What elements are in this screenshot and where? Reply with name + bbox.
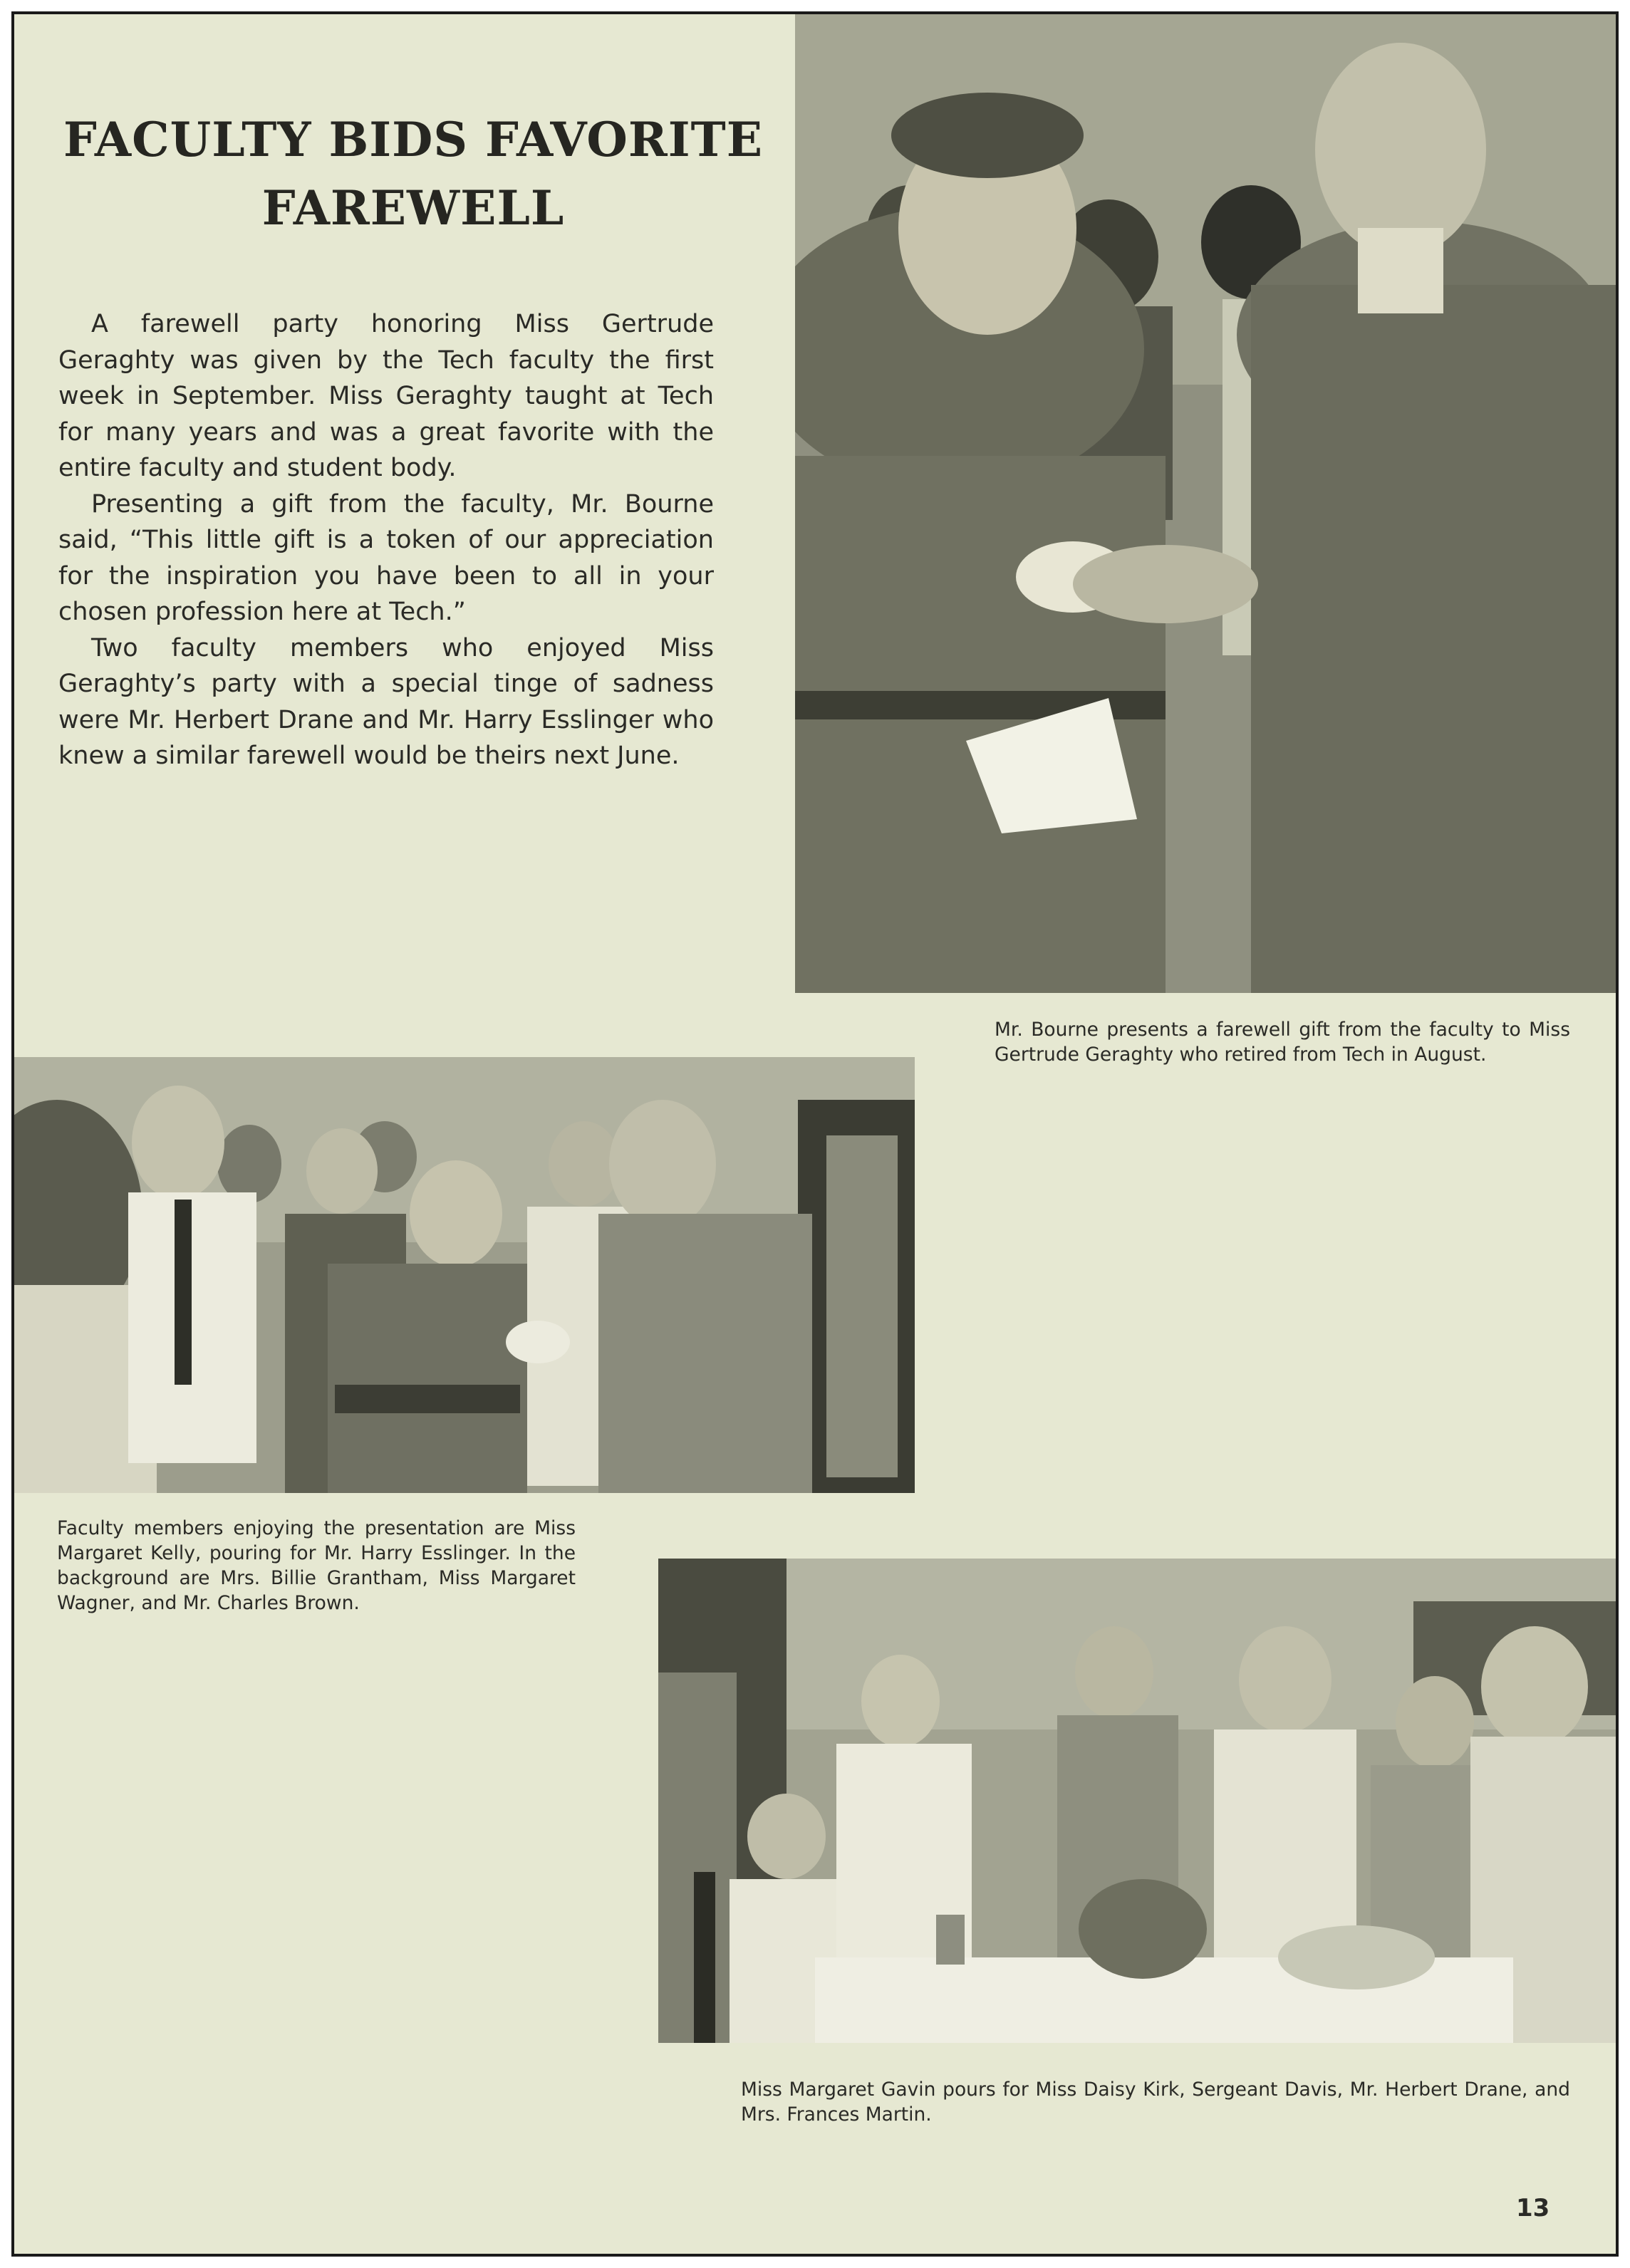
article-paragraph: A farewell party honoring Miss Gertrude Geraghty was given by the Tech faculty the first week in September. Miss Geraghty taught at Tech for many years and was a great favorite with the entire faculty and student body. bbox=[58, 310, 714, 482]
title-line-2: FAREWELL bbox=[261, 180, 565, 236]
article-body bbox=[58, 306, 714, 774]
article-paragraph: Two faculty members who enjoyed Miss Geraghty’s party with a special tinge of sadness were Mr. Herbert Drane and Mr. Harry Esslinger who knew a similar farewell would be theirs next June. bbox=[58, 633, 714, 770]
article-paragraph: Presenting a gift from the faculty, Mr. Bourne said, “This little gift is a token of our appreciation for the inspiration you have been to all in your chosen profession here at Tech.” bbox=[58, 489, 714, 626]
photo-gift-presentation bbox=[795, 14, 1619, 993]
photo-gift-presentation-image bbox=[795, 14, 1619, 993]
photo-caption: Miss Margaret Gavin pours for Miss Daisy Kirk, Sergeant Davis, Mr. Herbert Drane, and Mrs. Frances Martin. bbox=[741, 2079, 1570, 2126]
photo-tea-table bbox=[658, 1559, 1619, 2043]
photo-caption: Faculty members enjoying the presentation are Miss Margaret Kelly, pouring for Mr. Harry Esslinger. In the background are Mrs. Billie Grantham, Miss Margaret Wagner, and Mr. Charles Brown. bbox=[57, 1517, 576, 1614]
photo-faculty-group bbox=[14, 1057, 915, 1493]
article-title bbox=[43, 105, 784, 242]
photo-tea-table-image bbox=[658, 1559, 1619, 2043]
photo-faculty-group-image bbox=[14, 1057, 915, 1493]
title-line-1: FACULTY BIDS FAVORITE bbox=[63, 112, 764, 167]
photo-caption: Mr. Bourne presents a farewell gift from the faculty to Miss Gertrude Geraghty who retired from Tech in August. bbox=[995, 1019, 1570, 1066]
yearbook-page bbox=[11, 11, 1619, 2257]
page-number: 13 bbox=[1516, 2194, 1550, 2222]
